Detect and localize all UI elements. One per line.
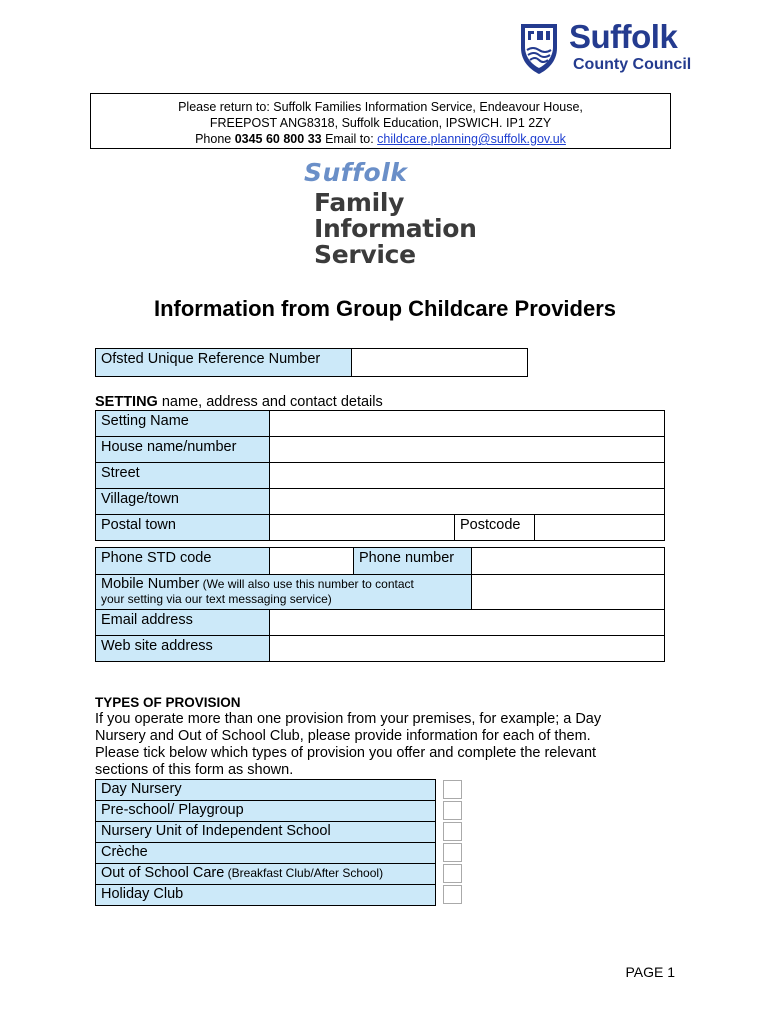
village-label: Village/town <box>96 489 270 515</box>
setting-name-label: Setting Name <box>96 411 270 437</box>
provision-item <box>96 822 436 843</box>
return-line-2: FREEPOST ANG8318, Suffolk Education, IPSWICH. IP1 2ZY <box>209 116 552 130</box>
provision-label: Holiday Club <box>101 886 184 902</box>
provision-table <box>95 779 436 906</box>
email-address-input[interactable] <box>270 610 665 636</box>
email-address-label: Email address <box>96 610 270 636</box>
provision-note: (Breakfast Club/After School) <box>224 866 384 880</box>
provision-para-1: If you operate more than one provision from your premises, for example; a Day <box>95 711 602 727</box>
postal-town-label: Postal town <box>96 515 270 541</box>
website-label: Web site address <box>96 636 270 662</box>
council-name: Suffolk <box>569 18 678 55</box>
tick-box-pre-school[interactable] <box>443 801 462 820</box>
tick-box-out-of-school[interactable] <box>443 864 462 883</box>
mobile-label-cell <box>96 575 472 610</box>
phone-number-input[interactable] <box>472 548 665 575</box>
postcode-label: Postcode <box>455 515 535 541</box>
tick-box-nursery-unit[interactable] <box>443 822 462 841</box>
return-line-1: Please return to: Suffolk Families Information Service, Endeavour House, <box>178 100 583 114</box>
ofsted-table <box>95 348 528 377</box>
provision-label: Crèche <box>101 844 148 860</box>
postcode-input[interactable] <box>535 515 665 541</box>
provision-para-3: Please tick below which types of provision you offer and complete the relevant <box>95 745 597 761</box>
provision-intro <box>95 694 675 779</box>
postal-town-input[interactable] <box>270 515 455 541</box>
contact-table <box>95 547 665 662</box>
email-label: Email to: <box>321 132 378 146</box>
website-input[interactable] <box>270 636 665 662</box>
return-address-box <box>90 93 671 149</box>
tick-box-day-nursery[interactable] <box>443 780 462 799</box>
email-link[interactable]: childcare.planning@suffolk.gov.uk <box>377 132 566 146</box>
phone-std-label: Phone STD code <box>96 548 270 575</box>
page-number: PAGE 1 <box>625 964 675 980</box>
provision-item <box>96 843 436 864</box>
crest-icon <box>517 20 561 76</box>
provision-item <box>96 864 436 885</box>
fis-logo <box>300 158 480 273</box>
setting-heading-rest: name, address and contact details <box>157 394 383 410</box>
phone-label: Phone <box>195 132 235 146</box>
street-label: Street <box>96 463 270 489</box>
tick-box-creche[interactable] <box>443 843 462 862</box>
setting-heading-bold: SETTING <box>95 394 158 410</box>
mobile-note-2: your setting via our text messaging service) <box>101 592 332 606</box>
house-input[interactable] <box>270 437 665 463</box>
provision-heading: TYPES OF PROVISION <box>95 695 241 710</box>
mobile-note-1: (We will also use this number to contact <box>199 577 414 591</box>
provision-label: Nursery Unit of Independent School <box>101 823 331 839</box>
provision-item <box>96 780 436 801</box>
phone-std-input[interactable] <box>270 548 354 575</box>
village-input[interactable] <box>270 489 665 515</box>
provision-label: Day Nursery <box>101 781 182 797</box>
phone-number-label: Phone number <box>354 548 472 575</box>
provision-label: Pre-school/ Playgroup <box>101 802 244 818</box>
ofsted-input[interactable] <box>352 349 528 377</box>
fis-logo-line-1: Family <box>314 188 405 217</box>
fis-logo-line-2: Information <box>314 214 477 243</box>
house-label: House name/number <box>96 437 270 463</box>
provision-para-4: sections of this form as shown. <box>95 762 294 778</box>
provision-item <box>96 885 436 906</box>
phone-number: 0345 60 800 33 <box>234 132 322 146</box>
council-subtitle: County Council <box>573 56 692 73</box>
tick-box-holiday-club[interactable] <box>443 885 462 904</box>
return-line-3 <box>91 131 670 147</box>
provision-label: Out of School Care <box>101 865 225 881</box>
mobile-input[interactable] <box>472 575 665 610</box>
mobile-label: Mobile Number <box>101 576 200 592</box>
ofsted-label: Ofsted Unique Reference Number <box>96 349 352 377</box>
fis-logo-line-3: Service <box>314 240 416 269</box>
street-input[interactable] <box>270 463 665 489</box>
provision-item <box>96 801 436 822</box>
fis-logo-suffolk: Suffolk <box>304 158 408 187</box>
page-title: Information from Group Childcare Providers <box>153 296 617 321</box>
setting-table <box>95 410 665 541</box>
provision-para-2: Nursery and Out of School Club, please provide information for each of them. <box>95 728 591 744</box>
setting-name-input[interactable] <box>270 411 665 437</box>
suffolk-county-council-logo <box>515 18 705 78</box>
setting-heading <box>95 394 383 410</box>
